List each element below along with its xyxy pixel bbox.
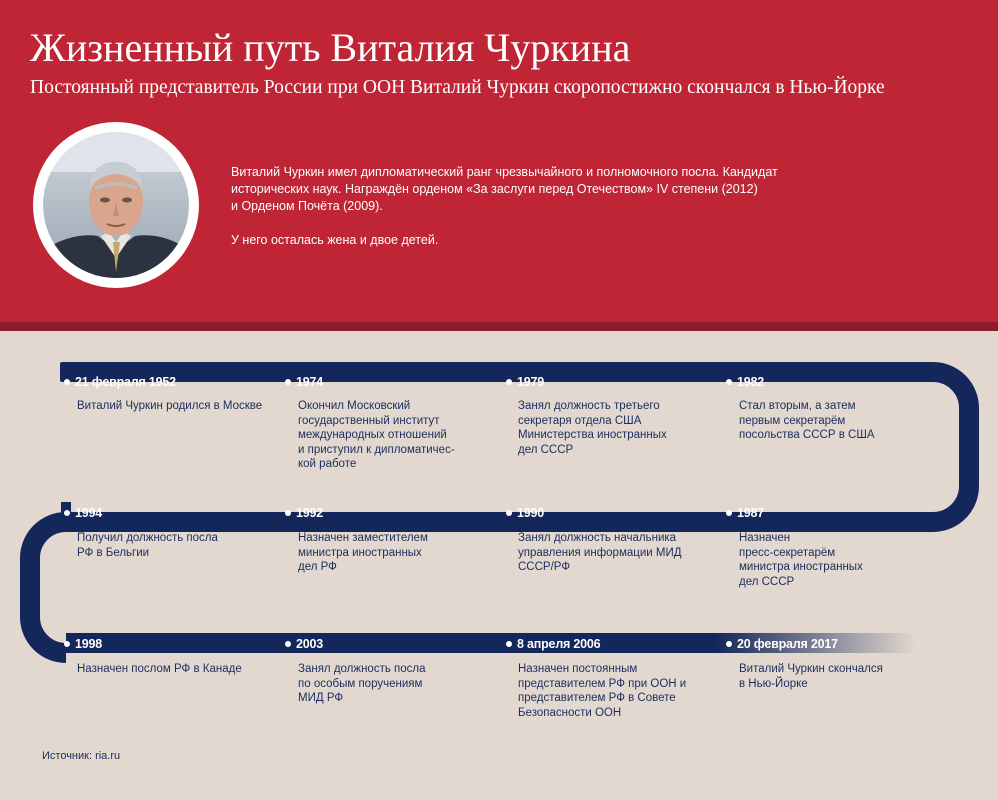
timeline-date: 1987 bbox=[726, 504, 764, 522]
timeline-event: Занял должность начальника управления информации МИД СССР/РФ bbox=[518, 532, 682, 574]
timeline-date: 1998 bbox=[64, 635, 102, 653]
timeline-date: 2003 bbox=[285, 635, 323, 653]
timeline-event: Назначен заместителем министра иностранных дел РФ bbox=[298, 532, 428, 574]
timeline-dot bbox=[506, 379, 512, 385]
timeline-dot bbox=[726, 641, 732, 647]
timeline-event: Занял должность третьего секретаря отдела США Министерства иностранных дел СССР bbox=[518, 400, 667, 456]
timeline-dot bbox=[726, 510, 732, 516]
timeline-event: Получил должность посла РФ в Бельгии bbox=[77, 532, 218, 559]
source-note: Источник: ria.ru bbox=[42, 750, 121, 762]
timeline-date: 21 февраля 1952 bbox=[64, 373, 176, 391]
bio-paragraph: У него осталась жена и двое детей. bbox=[231, 233, 439, 247]
timeline-date: 8 апреля 2006 bbox=[506, 635, 600, 653]
timeline-date: 1994 bbox=[64, 504, 102, 522]
timeline-dot bbox=[285, 510, 291, 516]
timeline-event: Назначен послом РФ в Канаде bbox=[77, 663, 242, 675]
timeline-date: 1982 bbox=[726, 373, 764, 391]
timeline-date: 20 февраля 2017 bbox=[726, 635, 838, 653]
timeline-date: 1992 bbox=[285, 504, 323, 522]
timeline-event: Назначен пресс-секретарём министра иностранных дел СССР bbox=[739, 532, 863, 588]
timeline-dot bbox=[285, 379, 291, 385]
timeline-dot bbox=[726, 379, 732, 385]
timeline-dot bbox=[64, 379, 70, 385]
timeline-date: 1979 bbox=[506, 373, 544, 391]
timeline-dot bbox=[506, 510, 512, 516]
timeline-dot bbox=[64, 510, 70, 516]
timeline-path bbox=[66, 633, 716, 653]
page-title: Жизненный путь Виталия Чуркина bbox=[30, 25, 631, 70]
timeline-date: 1990 bbox=[506, 504, 544, 522]
timeline-path bbox=[30, 522, 68, 653]
timeline-dot bbox=[285, 641, 291, 647]
timeline-event: Окончил Московский государственный институт международных отношений и приступил к дипломатичес- кой работе bbox=[298, 400, 455, 471]
timeline-event: Виталий Чуркин скончался в Нью-Йорке bbox=[739, 663, 883, 690]
timeline-event: Виталий Чуркин родился в Москве bbox=[77, 400, 263, 412]
timeline-event: Стал вторым, а затем первым секретарём посольства СССР в США bbox=[739, 400, 875, 442]
timeline-dot bbox=[506, 641, 512, 647]
page-subtitle: Постоянный представитель России при ООН Виталий Чуркин скоропостижно скончался в Нью-Йорке bbox=[30, 77, 885, 98]
bio-paragraph: Виталий Чуркин имел дипломатический ранг чрезвычайного и полномочного посла. Кандидат исторических наук. Награждён орденом «За заслуги перед Отечеством» IV степени (2012) и Орденом Почёта (2009). bbox=[231, 165, 778, 213]
timeline-date: 1974 bbox=[285, 373, 323, 391]
timeline-event: Занял должность посла по особым поручениям МИД РФ bbox=[298, 663, 426, 705]
timeline-event: Назначен постоянным представителем РФ при ООН и представителем РФ в Совете Безопасности ООН bbox=[518, 663, 687, 719]
timeline-dot bbox=[64, 641, 70, 647]
